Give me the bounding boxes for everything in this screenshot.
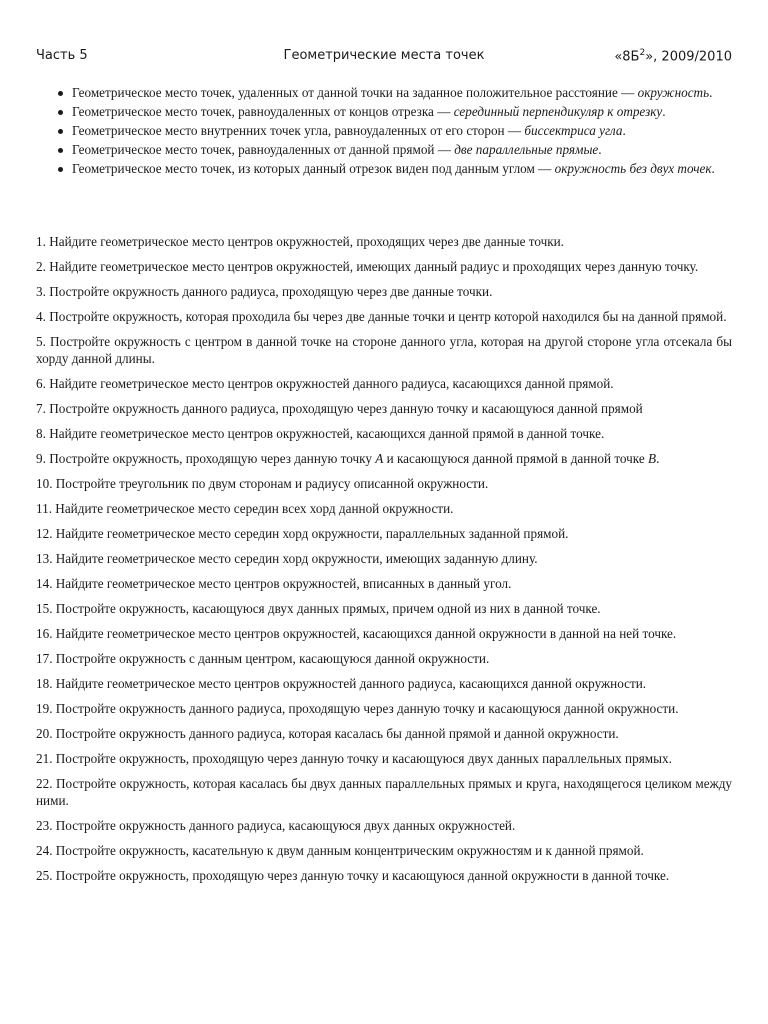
problem-item: 17. Постройте окружность с данным центром, касающуюся данной окружности. (36, 651, 490, 666)
point-variable: A (375, 451, 384, 466)
point-variable: B (648, 451, 657, 466)
definition-term: серединный перпендикуляр к отрезку (453, 104, 663, 119)
problem-item: 23. Постройте окружность данного радиуса, касающуюся двух данных окружностей. (36, 818, 516, 833)
definition-term: окружность (637, 85, 710, 100)
problem-item: 4. Постройте окружность, которая проходила бы через две данные точки и центр которой находился бы на данной прямой. (36, 309, 727, 324)
problem-item: 8. Найдите геометрическое место центров окружностей, касающихся данной прямой в данной точке. (36, 426, 605, 441)
problem-item: 7. Постройте окружность данного радиуса, проходящую через данную точку и касающуюся данной прямой (36, 401, 643, 416)
problem-item: 9. Постройте окружность, проходящую через данную точку A и касающуюся данной прямой в данной точке B. (36, 451, 660, 466)
problem-item: 18. Найдите геометрическое место центров окружностей данного радиуса, касающихся данной окружности. (36, 676, 647, 691)
definition-item: Геометрическое место точек, удаленных от данной точки на заданное положительное расстояние — окружность. (58, 84, 732, 102)
problem-item: 20. Постройте окружность данного радиуса, которая касалась бы данной прямой и данной окружности. (36, 726, 619, 741)
header-title: Геометрические места точек (283, 48, 485, 63)
problem-item: 3. Постройте окружность данного радиуса, проходящую через две данные точки. (36, 284, 493, 299)
page-header (36, 48, 732, 66)
problem-item: 5. Постройте окружность с центром в данной точке на стороне данного угла, которая на другой стороне угла отсекала бы хорду данной длины. (36, 334, 732, 366)
definition-item: Геометрическое место внутренних точек угла, равноудаленных от его сторон — биссектриса угла. (58, 122, 732, 140)
definition-term: две параллельные прямые (454, 142, 599, 157)
problem-item: 1. Найдите геометрическое место центров окружностей, проходящих через две данные точки. (36, 234, 564, 249)
definition-term: биссектриса угла (524, 123, 623, 138)
problem-item: 16. Найдите геометрическое место центров окружностей, касающихся данной окружности в данной на ней точке. (36, 626, 677, 641)
problem-item: 15. Постройте окружность, касающуюся двух данных прямых, причем одной из них в данной точке. (36, 601, 601, 616)
problem-item: 6. Найдите геометрическое место центров окружностей данного радиуса, касающихся данной прямой. (36, 376, 614, 391)
problem-item: 13. Найдите геометрическое место середин хорд окружности, имеющих заданную длину. (36, 551, 538, 566)
definition-term: окружность без двух точек (554, 161, 712, 176)
definitions-list (58, 84, 732, 179)
problem-item: 22. Постройте окружность, которая касалась бы двух данных параллельных прямых и круга, находящегося целиком между ними. (36, 776, 733, 808)
problem-item: 11. Найдите геометрическое место середин всех хорд данной окружности. (36, 501, 454, 516)
problem-item: 24. Постройте окружность, касательную к двум данным концентрическим окружностям и к данной прямой. (36, 843, 644, 858)
problems-list (36, 233, 732, 892)
header-part: Часть 5 (36, 48, 88, 63)
definition-item: Геометрическое место точек, равноудаленных от концов отрезка — серединный перпендикуляр к отрезку. (58, 103, 732, 121)
problem-item: 2. Найдите геометрическое место центров окружностей, имеющих данный радиус и проходящих через данную точку. (36, 259, 699, 274)
header-class-year: «$8Б^2$», 2009/2010 (614, 48, 732, 65)
definition-item: Геометрическое место точек, равноудаленных от данной прямой — две параллельные прямые. (58, 141, 732, 159)
problem-item: 10. Постройте треугольник по двум сторонам и радиусу описанной окружности. (36, 476, 489, 491)
problem-item: 14. Найдите геометрическое место центров окружностей, вписанных в данный угол. (36, 576, 512, 591)
problem-item: 12. Найдите геометрическое место середин хорд окружности, параллельных заданной прямой. (36, 526, 569, 541)
problem-item: 19. Постройте окружность данного радиуса, проходящую через данную точку и касающуюся данной окружности. (36, 701, 679, 716)
definition-item: Геометрическое место точек, из которых данный отрезок виден под данным углом — окружность без двух точек. (58, 160, 732, 178)
problem-item: 21. Постройте окружность, проходящую через данную точку и касающуюся двух данных параллельных прямых. (36, 751, 672, 766)
problem-item: 25. Постройте окружность, проходящую через данную точку и касающуюся данной окружности в данной точке. (36, 868, 670, 883)
